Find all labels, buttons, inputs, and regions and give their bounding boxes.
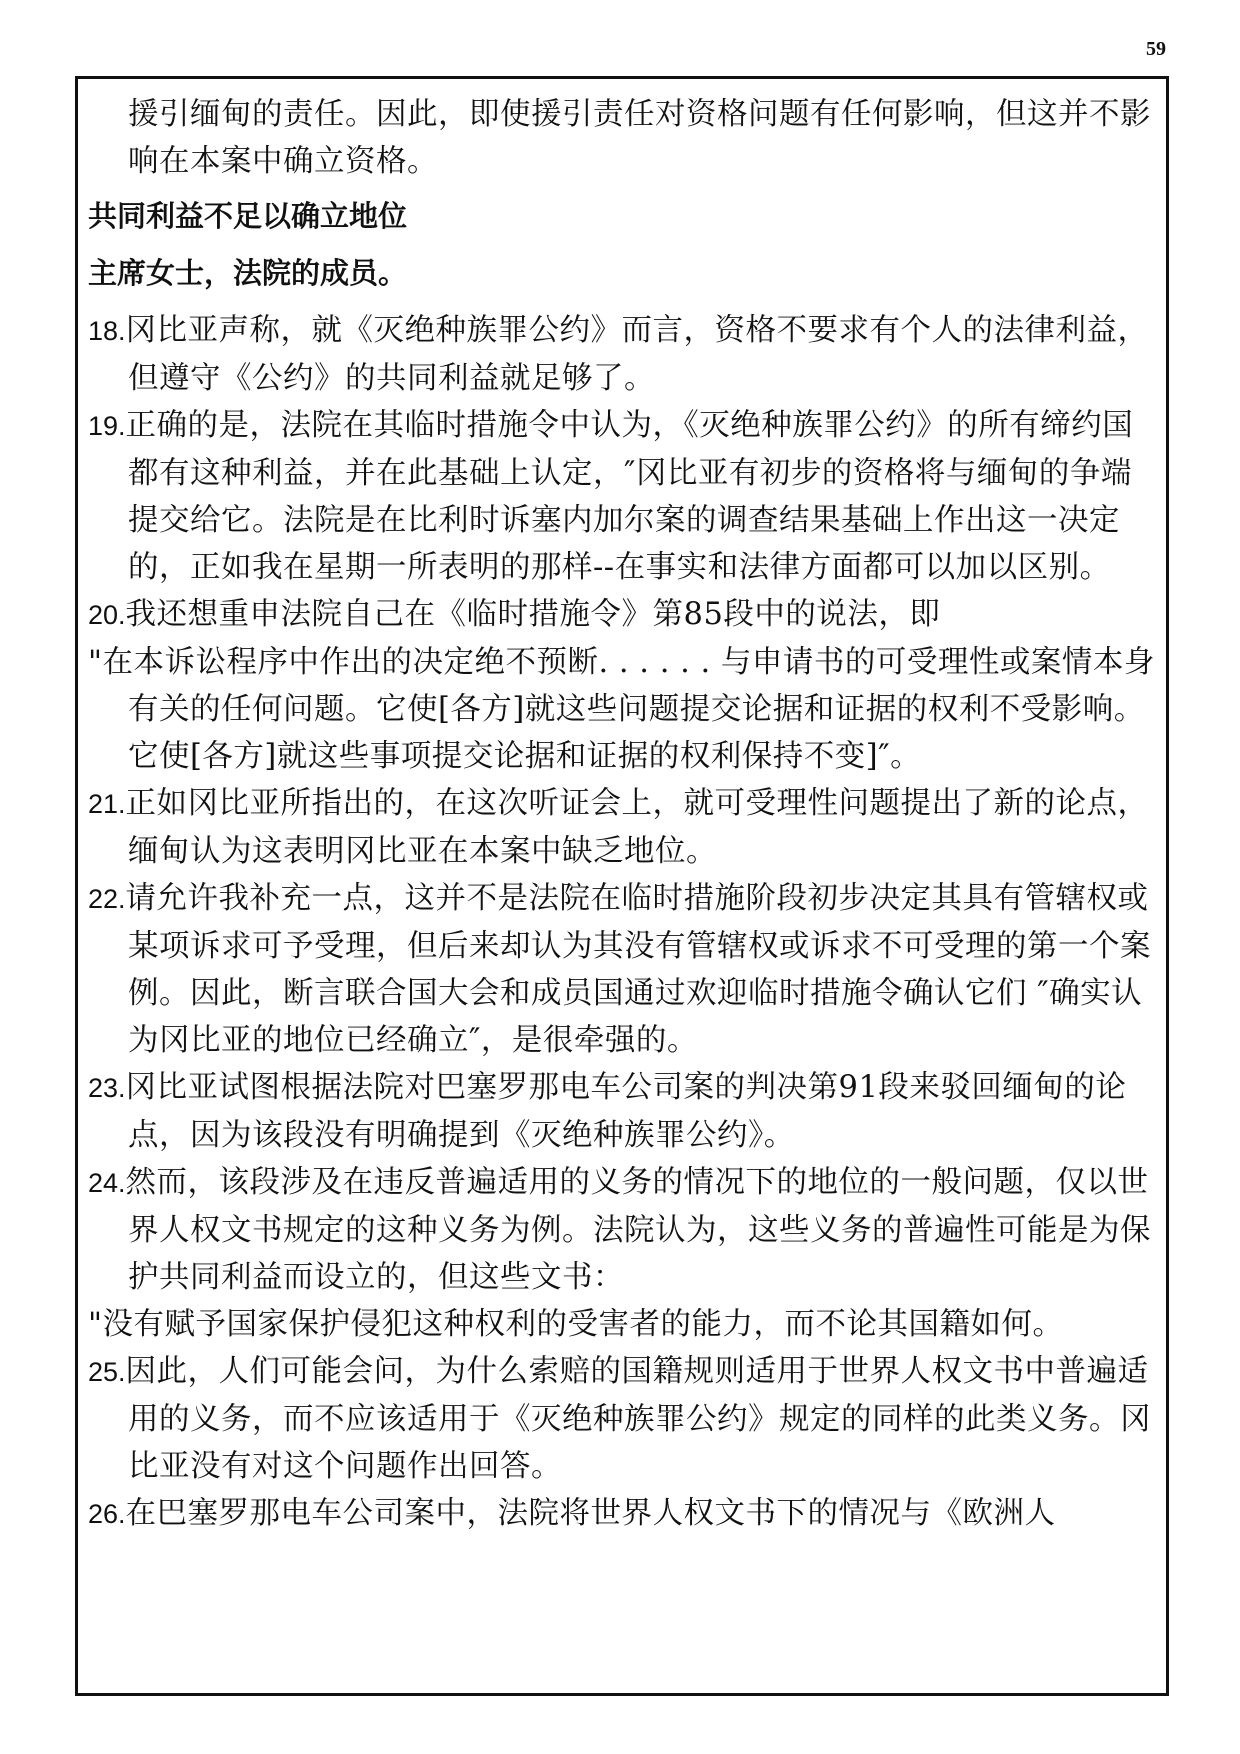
paragraph-26: 26.在巴塞罗那电车公司案中，法院将世界人权文书下的情况与《欧洲人 [88, 1496, 1056, 1531]
paragraph-number: 22. [88, 884, 126, 914]
paragraph-19: 19.正确的是，法院在其临时措施令中认为，《灭绝种族罪公约》的所有缔约国都有这种利益，并在此基础上认定，″冈比亚有初步的资格将与缅甸的争端提交给它。法院是在比利时诉塞内加尔案的调查结果基础上作出这一决定的，正如我在星期一所表明的那样--在事实和法律方面都可以加以区别。 [88, 408, 1134, 585]
paragraph-20: 20.我还想重申法院自己在《临时措施令》第85段中的说法，即 [88, 597, 941, 632]
quotation-block: "没有赋予国家保护侵犯这种权利的受害者的能力，而不论其国籍如何。 [88, 1307, 1064, 1342]
page-number: 59 [1146, 38, 1166, 60]
paragraph-number: 23. [88, 1073, 126, 1103]
paragraph-number: 26. [88, 1499, 126, 1529]
paragraph-number: 21. [88, 789, 126, 819]
paragraph-24: 24.然而，该段涉及在违反普遍适用的义务的情况下的地位的一般问题，仅以世界人权文书规定的这种义务为例。法院认为，这些义务的普遍性可能是为保护共同利益而设立的，但这些文书： [88, 1165, 1151, 1295]
paragraph-number: 18. [88, 316, 126, 346]
quotation-block: "在本诉讼程序中作出的决定绝不预断. . . . . . 与申请书的可受理性或案情本身有关的任何问题。它使[各方]就这些问题提交论据和证据的权利不受影响。它使[各方]就这些事项提交论据和证据的权利保持不变]″。 [88, 645, 1155, 774]
paragraph-25: 25.因此，人们可能会问，为什么索赔的国籍规则适用于世界人权文书中普遍适用的义务，而不应该适用于《灭绝种族罪公约》规定的同样的此类义务。冈比亚没有对这个问题作出回答。 [88, 1354, 1151, 1484]
paragraph-23: 23.冈比亚试图根据法院对巴塞罗那电车公司案的判决第91段来驳回缅甸的论点，因为该段没有明确提到《灭绝种族罪公约》。 [88, 1070, 1127, 1153]
text-frame [75, 76, 1169, 1696]
paragraph-21: 21.正如冈比亚所指出的，在这次听证会上，就可受理性问题提出了新的论点，缅甸认为这表明冈比亚在本案中缺乏地位。 [88, 786, 1149, 869]
paragraph-continuation: 援引缅甸的责任。因此，即使援引责任对资格问题有任何影响，但这并不影响在本案中确立资格。 [128, 97, 1151, 179]
address-heading: 主席女士，法院的成员。 [88, 256, 408, 290]
paragraph-22: 22.请允许我补充一点，这并不是法院在临时措施阶段初步决定其具有管辖权或某项诉求可予受理，但后来却认为其没有管辖权或诉求不可受理的第一个案例。因此，断言联合国大会和成员国通过欢迎临时措施令确认它们 ″确实认为冈比亚的地位已经确立″，是很牵强的。 [88, 881, 1151, 1058]
paragraph-18: 18.冈比亚声称，就《灭绝种族罪公约》而言，资格不要求有个人的法律利益，但遵守《公约》的共同利益就足够了。 [88, 313, 1149, 396]
section-heading: 共同利益不足以确立地位 [88, 199, 408, 233]
paragraph-number: 19. [88, 411, 126, 441]
paragraph-number: 25. [88, 1357, 126, 1387]
paragraph-number: 20. [88, 600, 126, 630]
paragraph-number: 24. [88, 1168, 126, 1198]
